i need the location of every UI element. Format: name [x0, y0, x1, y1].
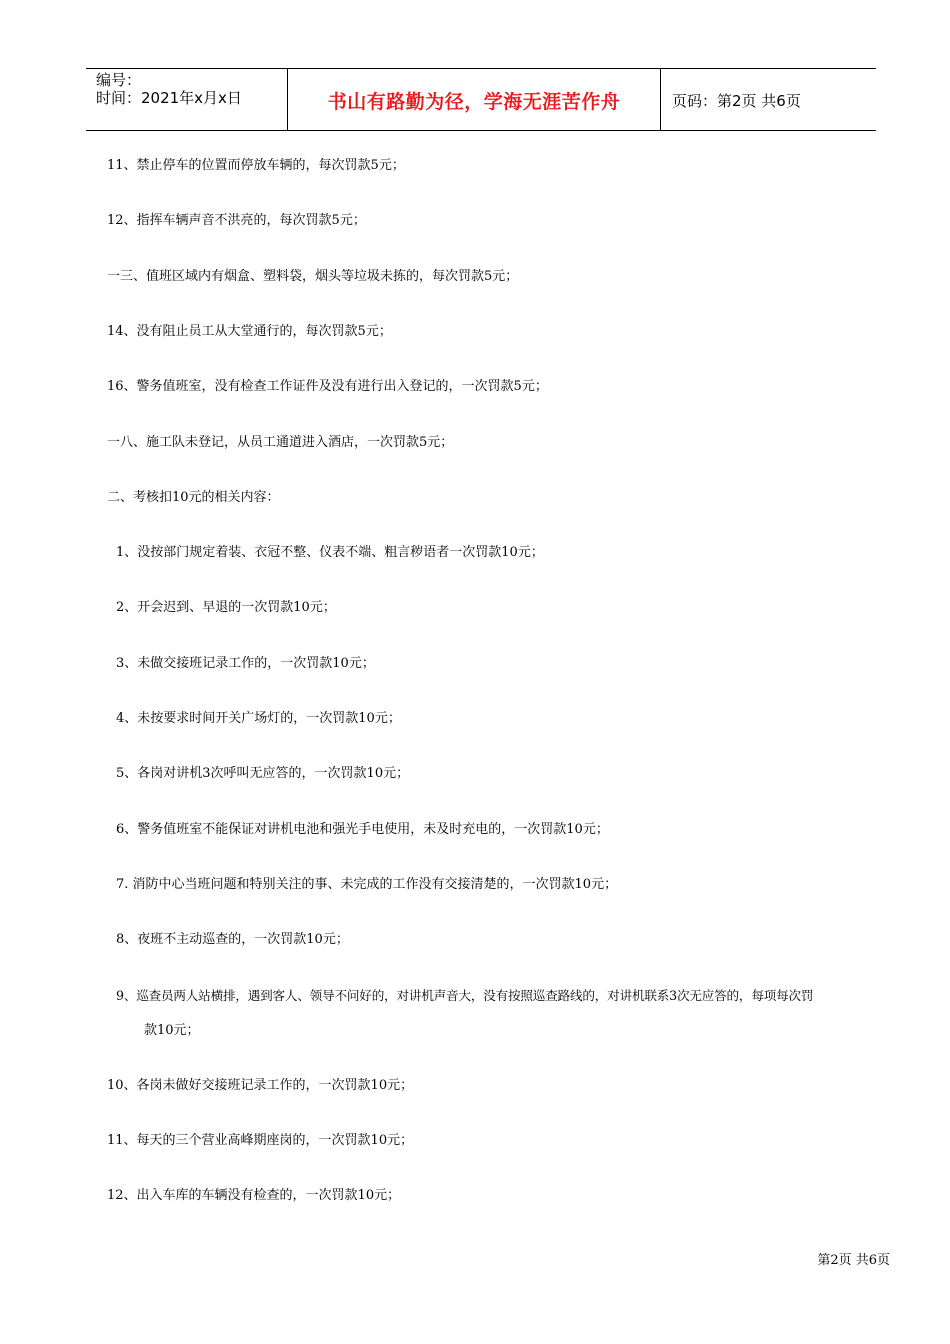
document-date-label: 时间：2021年x月x日: [96, 89, 242, 107]
header-page-number: 页码：第2页 共6页: [672, 92, 801, 110]
rule-item: 3、未做交接班记录工作的，一次罚款10元；: [116, 656, 375, 671]
rule-item: 9、巡查员两人站横排，遇到客人、领导不问好的，对讲机声音大，没有按照巡查路线的，对讲机联系3次无应答的，每项每次罚: [116, 988, 814, 1003]
rule-item: 16、警务值班室，没有检查工作证件及没有进行出入登记的，一次罚款5元；: [107, 379, 548, 394]
rule-item: 一三、值班区域内有烟盒、塑料袋，烟头等垃圾未拣的，每次罚款5元；: [107, 269, 519, 284]
rule-item: 12、出入车库的车辆没有检查的，一次罚款10元；: [107, 1188, 401, 1203]
rule-item: 1、没按部门规定着装、衣冠不整、仪表不端、粗言秽语者一次罚款10元；: [116, 545, 544, 560]
header-motto: 书山有路勤为径，学海无涯苦作舟: [327, 91, 621, 113]
rule-item: 5、各岗对讲机3次呼叫无应答的，一次罚款10元；: [116, 766, 410, 781]
header-info: [96, 71, 242, 107]
rule-item-continuation: 款10元；: [144, 1023, 200, 1038]
rule-item: 6、警务值班室不能保证对讲机电池和强光手电使用，未及时充电的，一次罚款10元；: [116, 822, 609, 837]
rule-item: 一八、施工队未登记，从员工通道进入酒店，一次罚款5元；: [107, 435, 454, 450]
rule-item: 4、未按要求时间开关广场灯的，一次罚款10元；: [116, 711, 401, 726]
rule-item: 12、指挥车辆声音不洪亮的，每次罚款5元；: [107, 213, 366, 228]
header-divider: [660, 69, 661, 130]
section-heading: 二、考核扣10元的相关内容：: [107, 490, 280, 505]
rule-item: 7. 消防中心当班问题和特别关注的事、未完成的工作没有交接清楚的，一次罚款10元；: [116, 877, 618, 892]
page-header: [86, 68, 876, 131]
document-number-label: 编号：: [96, 71, 142, 89]
rule-item: 2、开会迟到、早退的一次罚款10元；: [116, 600, 336, 615]
rule-item: 14、没有阻止员工从大堂通行的，每次罚款5元；: [107, 324, 392, 339]
rule-item: 8、夜班不主动巡查的，一次罚款10元；: [116, 932, 349, 947]
page-footer: 第2页 共6页: [817, 1253, 890, 1268]
rule-item: 11、每天的三个营业高峰期座岗的，一次罚款10元；: [107, 1133, 414, 1148]
rule-item: 11、禁止停车的位置而停放车辆的，每次罚款5元；: [107, 158, 405, 173]
rule-item: 10、各岗未做好交接班记录工作的，一次罚款10元；: [107, 1078, 414, 1093]
